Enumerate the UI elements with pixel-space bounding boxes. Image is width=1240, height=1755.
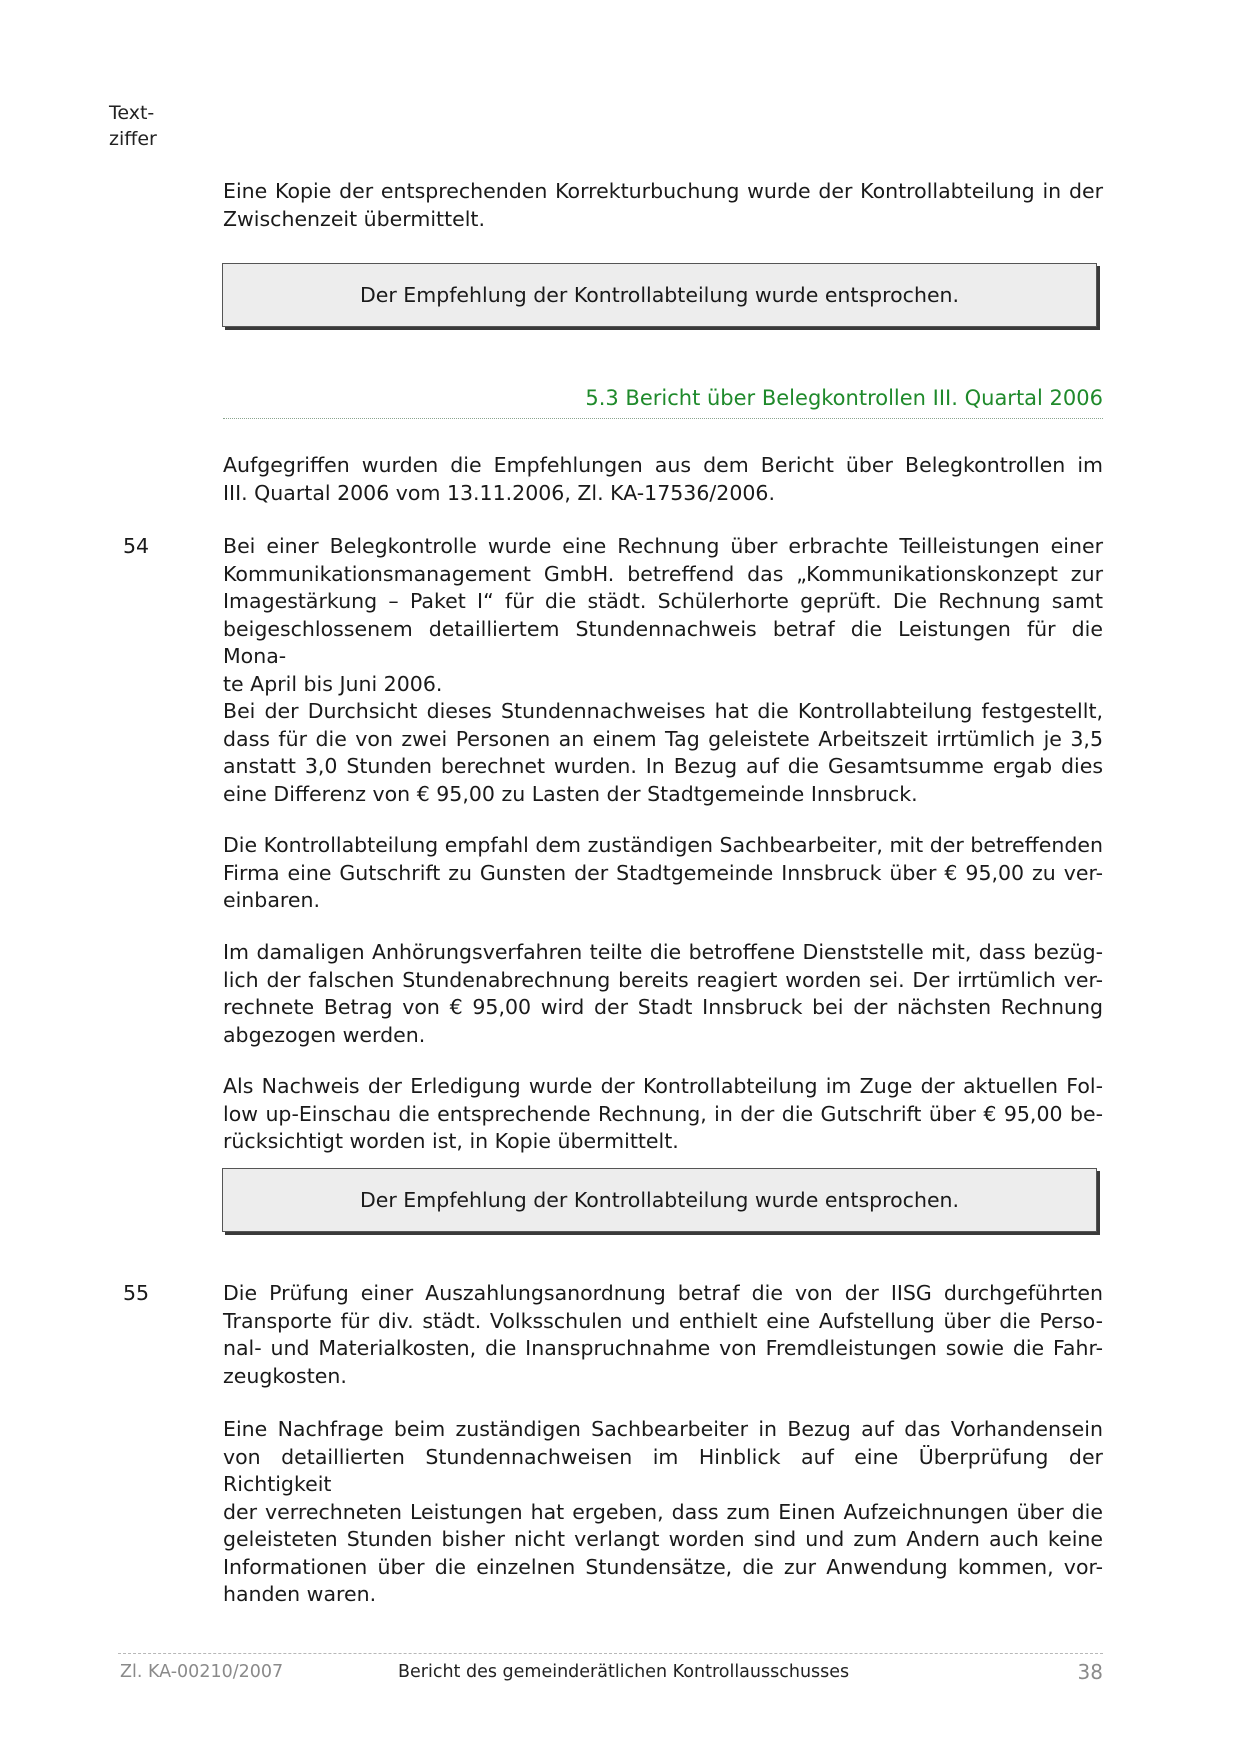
- footer-divider: [118, 1653, 1103, 1654]
- text-line: III. Quartal 2006 vom 13.11.2006, Zl. KA-17536/2006.: [223, 480, 775, 505]
- paragraph: [223, 698, 1103, 808]
- text-line: Als Nachweis der Erledigung wurde der Kontrollabteilung im Zuge der aktuellen Fol-: [223, 1074, 1103, 1098]
- recommendation-box: [222, 1168, 1097, 1232]
- text-line: zeugkosten.: [223, 1363, 347, 1388]
- text-line: Zwischenzeit übermittelt.: [223, 206, 485, 231]
- text-line: te April bis Juni 2006.: [223, 671, 443, 696]
- text-line: Informationen über die einzelnen Stundensätze, die zur Anwendung kommen, vor-: [223, 1554, 1103, 1579]
- margin-label-line1: Text-: [109, 102, 155, 124]
- text-line: Eine Kopie der entsprechenden Korrekturbuchung wurde der Kontrollabteilung in der: [223, 179, 1103, 203]
- text-line: von detaillierten Stundennachweisen im Hinblick auf eine Überprüfung der Richtigkeit: [223, 1444, 1103, 1496]
- text-line: abgezogen werden.: [223, 1022, 426, 1047]
- margin-label-line2: ziffer: [109, 128, 157, 150]
- page-number: 38: [1077, 1660, 1103, 1684]
- footer-reference: Zl. KA-00210/2007: [120, 1662, 284, 1682]
- text-line: Imagestärkung – Paket I“ für die städt. Schülerhorte geprüft. Die Rechnung samt: [223, 589, 1103, 613]
- paragraph: [223, 939, 1103, 1049]
- section-divider: [223, 418, 1103, 419]
- text-line: anstatt 3,0 Stunden berechnet wurden. In Bezug auf die Gesamtsumme ergab dies: [223, 754, 1103, 778]
- text-line: Die Kontrollabteilung empfahl dem zuständigen Sachbearbeiter, mit der betreffenden: [223, 833, 1103, 857]
- paragraph: [223, 1416, 1103, 1609]
- text-line: Firma eine Gutschrift zu Gunsten der Stadtgemeinde Innsbruck über € 95,00 zu ver-: [223, 860, 1103, 885]
- text-line: Kommunikationsmanagement GmbH. betreffend das „Kommunikationskonzept zur: [223, 561, 1103, 586]
- text-line: handen waren.: [223, 1582, 377, 1606]
- text-line: Bei der Durchsicht dieses Stundennachweises hat die Kontrollabteilung festgestellt,: [223, 699, 1103, 723]
- section-heading: 5.3 Bericht über Belegkontrollen III. Quartal 2006: [585, 386, 1103, 410]
- textziffer-number: 54: [123, 534, 150, 558]
- text-line: einbaren.: [223, 888, 320, 912]
- text-line: lich der falschen Stundenabrechnung bereits reagiert worden sei. Der irrtümlich ver-: [223, 967, 1103, 992]
- paragraph: [223, 832, 1103, 915]
- text-line: Im damaligen Anhörungsverfahren teilte die betroffene Dienststelle mit, dass bezüg-: [223, 940, 1103, 964]
- margin-label: [109, 100, 157, 152]
- text-line: dass für die von zwei Personen an einem Tag geleistete Arbeitszeit irrtümlich je 3,5: [223, 726, 1103, 751]
- recommendation-box: [222, 263, 1097, 327]
- paragraph: [223, 1073, 1103, 1156]
- text-line: Die Prüfung einer Auszahlungsanordnung betraf die von der IISG durchgeführten: [223, 1281, 1103, 1305]
- text-line: low up-Einschau die entsprechende Rechnung, in der die Gutschrift über € 95,00 be-: [223, 1101, 1103, 1126]
- text-line: der verrechneten Leistungen hat ergeben, dass zum Einen Aufzeichnungen über die: [223, 1499, 1103, 1524]
- text-line: nal- und Materialkosten, die Inanspruchnahme von Fremdleistungen sowie die Fahr-: [223, 1336, 1103, 1360]
- footer-title: Bericht des gemeinderätlichen Kontrollausschusses: [398, 1662, 850, 1682]
- section-intro-paragraph: [223, 452, 1103, 507]
- text-line: rücksichtigt worden ist, in Kopie übermittelt.: [223, 1129, 679, 1153]
- recommendation-text: Der Empfehlung der Kontrollabteilung wurde entsprochen.: [359, 283, 960, 307]
- text-line: Bei einer Belegkontrolle wurde eine Rechnung über erbrachte Teilleistungen einer: [223, 534, 1103, 558]
- paragraph: [223, 1280, 1103, 1390]
- recommendation-text: Der Empfehlung der Kontrollabteilung wurde entsprochen.: [359, 1188, 960, 1212]
- intro-paragraph: [223, 178, 1103, 233]
- textziffer-number: 55: [123, 1281, 150, 1305]
- text-line: beigeschlossenem detailliertem Stundennachweis betraf die Leistungen für die Mona-: [223, 616, 1103, 668]
- text-line: geleisteten Stunden bisher nicht verlangt worden sind und zum Andern auch keine: [223, 1527, 1103, 1551]
- text-line: Eine Nachfrage beim zuständigen Sachbearbeiter in Bezug auf das Vorhandensein: [223, 1417, 1103, 1441]
- text-line: Aufgegriffen wurden die Empfehlungen aus dem Bericht über Belegkontrollen im: [223, 453, 1103, 477]
- text-line: eine Differenz von € 95,00 zu Lasten der Stadtgemeinde Innsbruck.: [223, 781, 918, 806]
- text-line: Transporte für div. städt. Volksschulen und enthielt eine Aufstellung über die Perso-: [223, 1308, 1103, 1333]
- paragraph: [223, 533, 1103, 698]
- text-line: rechnete Betrag von € 95,00 wird der Stadt Innsbruck bei der nächsten Rechnung: [223, 995, 1103, 1019]
